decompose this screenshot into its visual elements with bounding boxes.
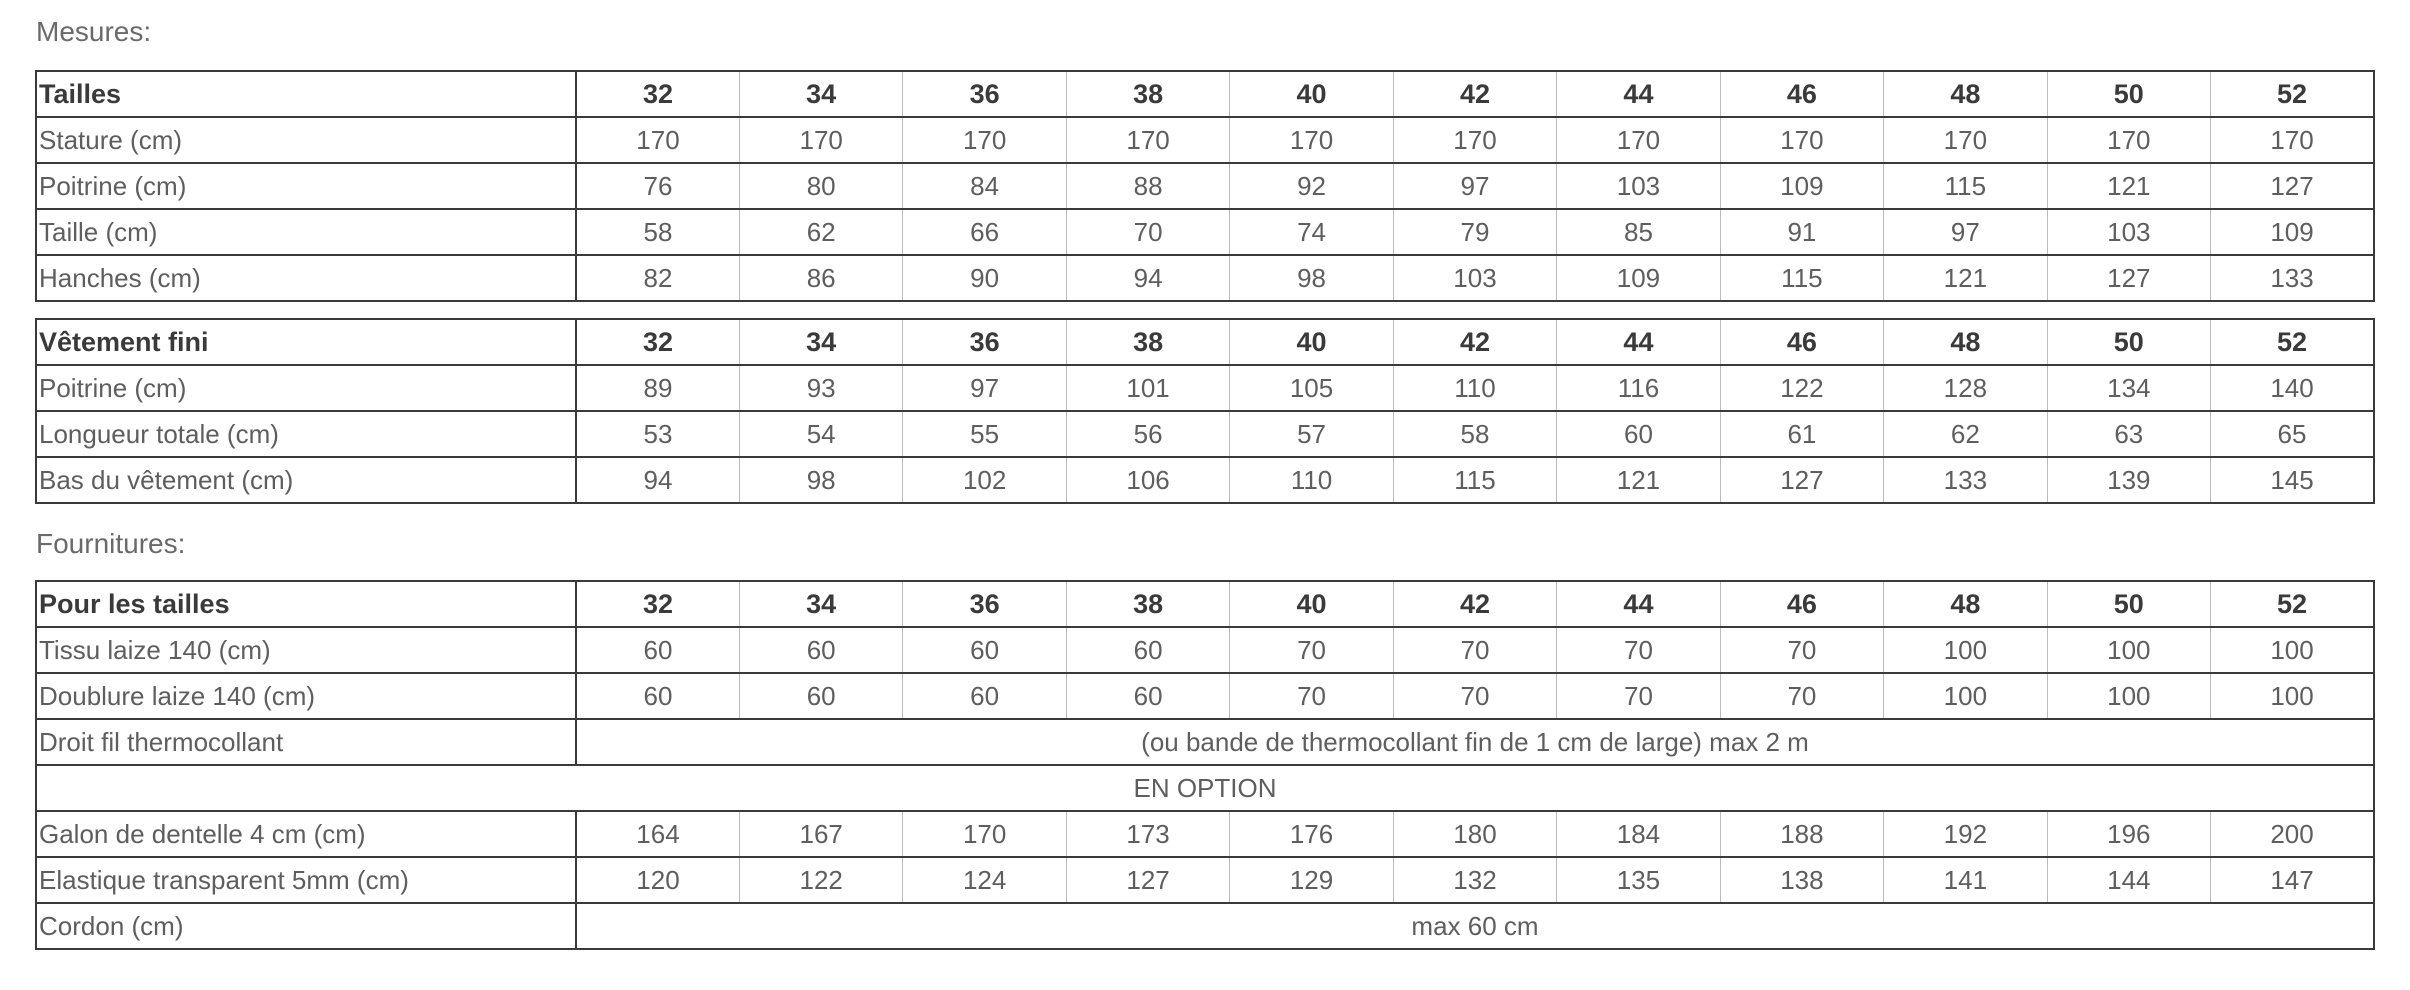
value-cell: 60 — [903, 627, 1066, 673]
value-cell: 106 — [1066, 457, 1229, 503]
value-cell: 139 — [2047, 457, 2210, 503]
value-cell: 61 — [1720, 411, 1883, 457]
value-cell: 55 — [903, 411, 1066, 457]
size-header-cell: 36 — [903, 71, 1066, 117]
value-cell: 60 — [739, 673, 902, 719]
size-header-cell: 44 — [1557, 581, 1720, 627]
value-cell: 116 — [1557, 365, 1720, 411]
value-cell: 121 — [2047, 163, 2210, 209]
size-header-cell: 48 — [1884, 71, 2047, 117]
value-cell: 70 — [1230, 673, 1393, 719]
table-row — [36, 811, 2374, 857]
value-cell: 58 — [576, 209, 739, 255]
value-cell: 133 — [2211, 255, 2374, 301]
size-header-cell: 40 — [1230, 319, 1393, 365]
spanned-value-cell: max 60 cm — [576, 903, 2374, 949]
size-header-cell: 38 — [1066, 71, 1229, 117]
value-cell: 170 — [2211, 117, 2374, 163]
value-cell: 129 — [1230, 857, 1393, 903]
value-cell: 100 — [1884, 627, 2047, 673]
value-cell: 133 — [1884, 457, 2047, 503]
value-cell: 60 — [1066, 627, 1229, 673]
size-header-cell: 32 — [576, 581, 739, 627]
table-row — [36, 209, 2374, 255]
value-cell: 60 — [576, 673, 739, 719]
row-label-cell: Longueur totale (cm) — [36, 411, 576, 457]
row-label-cell: Cordon (cm) — [36, 903, 576, 949]
size-header-cell: 38 — [1066, 581, 1229, 627]
value-cell: 170 — [1393, 117, 1556, 163]
value-cell: 84 — [903, 163, 1066, 209]
size-header-cell: 42 — [1393, 71, 1556, 117]
size-header-cell: 34 — [739, 71, 902, 117]
value-cell: 170 — [1557, 117, 1720, 163]
value-cell: 70 — [1557, 627, 1720, 673]
value-cell: 173 — [1066, 811, 1229, 857]
value-cell: 121 — [1884, 255, 2047, 301]
value-cell: 138 — [1720, 857, 1883, 903]
value-cell: 70 — [1557, 673, 1720, 719]
value-cell: 170 — [903, 117, 1066, 163]
value-cell: 60 — [1066, 673, 1229, 719]
value-cell: 140 — [2211, 365, 2374, 411]
value-cell: 94 — [576, 457, 739, 503]
header-label-cell: Pour les tailles — [36, 581, 576, 627]
value-cell: 58 — [1393, 411, 1556, 457]
value-cell: 170 — [903, 811, 1066, 857]
value-cell: 170 — [1720, 117, 1883, 163]
value-cell: 170 — [1884, 117, 2047, 163]
row-label-cell: Doublure laize 140 (cm) — [36, 673, 576, 719]
value-cell: 127 — [2047, 255, 2210, 301]
value-cell: 132 — [1393, 857, 1556, 903]
value-cell: 100 — [1884, 673, 2047, 719]
value-cell: 70 — [1393, 627, 1556, 673]
size-header-cell: 36 — [903, 581, 1066, 627]
value-cell: 53 — [576, 411, 739, 457]
value-cell: 80 — [739, 163, 902, 209]
table-row — [36, 903, 2374, 949]
header-label-cell: Tailles — [36, 71, 576, 117]
value-cell: 97 — [903, 365, 1066, 411]
value-cell: 102 — [903, 457, 1066, 503]
value-cell: 85 — [1557, 209, 1720, 255]
fournitures-table — [35, 580, 2375, 950]
table-row — [36, 411, 2374, 457]
size-header-cell: 36 — [903, 319, 1066, 365]
row-label-cell: Bas du vêtement (cm) — [36, 457, 576, 503]
value-cell: 170 — [739, 117, 902, 163]
row-label-cell: Droit fil thermocollant — [36, 719, 576, 765]
size-header-cell: 42 — [1393, 319, 1556, 365]
value-cell: 122 — [739, 857, 902, 903]
value-cell: 180 — [1393, 811, 1556, 857]
header-row — [36, 581, 2374, 627]
size-header-cell: 34 — [739, 581, 902, 627]
value-cell: 176 — [1230, 811, 1393, 857]
value-cell: 167 — [739, 811, 902, 857]
mesures-table — [35, 70, 2375, 302]
table-row — [36, 765, 2374, 811]
value-cell: 98 — [739, 457, 902, 503]
value-cell: 127 — [1066, 857, 1229, 903]
value-cell: 56 — [1066, 411, 1229, 457]
table-row — [36, 255, 2374, 301]
value-cell: 122 — [1720, 365, 1883, 411]
size-header-cell: 48 — [1884, 319, 2047, 365]
size-header-cell: 50 — [2047, 71, 2210, 117]
row-label-cell: Poitrine (cm) — [36, 163, 576, 209]
value-cell: 93 — [739, 365, 902, 411]
value-cell: 62 — [739, 209, 902, 255]
value-cell: 79 — [1393, 209, 1556, 255]
value-cell: 141 — [1884, 857, 2047, 903]
value-cell: 164 — [576, 811, 739, 857]
value-cell: 120 — [576, 857, 739, 903]
value-cell: 97 — [1393, 163, 1556, 209]
value-cell: 90 — [903, 255, 1066, 301]
row-label-cell: Poitrine (cm) — [36, 365, 576, 411]
value-cell: 65 — [2211, 411, 2374, 457]
table-row — [36, 163, 2374, 209]
value-cell: 101 — [1066, 365, 1229, 411]
value-cell: 170 — [576, 117, 739, 163]
value-cell: 100 — [2047, 673, 2210, 719]
value-cell: 60 — [739, 627, 902, 673]
size-header-cell: 52 — [2211, 581, 2374, 627]
value-cell: 147 — [2211, 857, 2374, 903]
value-cell: 91 — [1720, 209, 1883, 255]
section-title-mesures: Mesures: — [36, 16, 152, 47]
vetement-fini-table — [35, 318, 2375, 504]
value-cell: 109 — [1557, 255, 1720, 301]
value-cell: 76 — [576, 163, 739, 209]
value-cell: 170 — [1066, 117, 1229, 163]
table-row — [36, 627, 2374, 673]
value-cell: 60 — [576, 627, 739, 673]
size-header-cell: 50 — [2047, 581, 2210, 627]
row-label-cell: Galon de dentelle 4 cm (cm) — [36, 811, 576, 857]
value-cell: 127 — [1720, 457, 1883, 503]
row-label-cell: Elastique transparent 5mm (cm) — [36, 857, 576, 903]
size-header-cell: 52 — [2211, 319, 2374, 365]
size-header-cell: 42 — [1393, 581, 1556, 627]
value-cell: 103 — [2047, 209, 2210, 255]
value-cell: 124 — [903, 857, 1066, 903]
value-cell: 100 — [2047, 627, 2210, 673]
value-cell: 66 — [903, 209, 1066, 255]
value-cell: 103 — [1557, 163, 1720, 209]
value-cell: 74 — [1230, 209, 1393, 255]
value-cell: 82 — [576, 255, 739, 301]
value-cell: 70 — [1720, 627, 1883, 673]
value-cell: 70 — [1230, 627, 1393, 673]
row-label-cell: Tissu laize 140 (cm) — [36, 627, 576, 673]
value-cell: 170 — [2047, 117, 2210, 163]
size-header-cell: 52 — [2211, 71, 2374, 117]
size-header-cell: 40 — [1230, 581, 1393, 627]
value-cell: 97 — [1884, 209, 2047, 255]
value-cell: 200 — [2211, 811, 2374, 857]
value-cell: 103 — [1393, 255, 1556, 301]
size-header-cell: 40 — [1230, 71, 1393, 117]
value-cell: 192 — [1884, 811, 2047, 857]
row-label-cell: Taille (cm) — [36, 209, 576, 255]
value-cell: 92 — [1230, 163, 1393, 209]
row-label-cell: Stature (cm) — [36, 117, 576, 163]
value-cell: 170 — [1230, 117, 1393, 163]
size-header-cell: 46 — [1720, 71, 1883, 117]
table-row — [36, 457, 2374, 503]
size-header-cell: 48 — [1884, 581, 2047, 627]
value-cell: 134 — [2047, 365, 2210, 411]
value-cell: 86 — [739, 255, 902, 301]
header-row — [36, 319, 2374, 365]
value-cell: 100 — [2211, 627, 2374, 673]
value-cell: 115 — [1884, 163, 2047, 209]
value-cell: 184 — [1557, 811, 1720, 857]
value-cell: 60 — [903, 673, 1066, 719]
value-cell: 100 — [2211, 673, 2374, 719]
value-cell: 62 — [1884, 411, 2047, 457]
value-cell: 63 — [2047, 411, 2210, 457]
table-row — [36, 719, 2374, 765]
size-header-cell: 46 — [1720, 581, 1883, 627]
value-cell: 109 — [2211, 209, 2374, 255]
value-cell: 54 — [739, 411, 902, 457]
table-row — [36, 365, 2374, 411]
header-row — [36, 71, 2374, 117]
value-cell: 89 — [576, 365, 739, 411]
size-header-cell: 44 — [1557, 319, 1720, 365]
size-header-cell: 34 — [739, 319, 902, 365]
section-title-fournitures: Fournitures: — [36, 528, 186, 559]
value-cell: 88 — [1066, 163, 1229, 209]
value-cell: 188 — [1720, 811, 1883, 857]
table-row — [36, 673, 2374, 719]
size-header-cell: 32 — [576, 319, 739, 365]
value-cell: 94 — [1066, 255, 1229, 301]
size-header-cell: 50 — [2047, 319, 2210, 365]
value-cell: 145 — [2211, 457, 2374, 503]
spanned-value-cell: (ou bande de thermocollant fin de 1 cm de large) max 2 m — [576, 719, 2374, 765]
size-header-cell: 46 — [1720, 319, 1883, 365]
size-header-cell: 32 — [576, 71, 739, 117]
value-cell: 144 — [2047, 857, 2210, 903]
value-cell: 115 — [1393, 457, 1556, 503]
value-cell: 135 — [1557, 857, 1720, 903]
value-cell: 110 — [1230, 457, 1393, 503]
value-cell: 128 — [1884, 365, 2047, 411]
value-cell: 60 — [1557, 411, 1720, 457]
table-row — [36, 117, 2374, 163]
value-cell: 196 — [2047, 811, 2210, 857]
value-cell: 105 — [1230, 365, 1393, 411]
value-cell: 70 — [1066, 209, 1229, 255]
header-label-cell: Vêtement fini — [36, 319, 576, 365]
value-cell: 127 — [2211, 163, 2374, 209]
value-cell: 115 — [1720, 255, 1883, 301]
value-cell: 57 — [1230, 411, 1393, 457]
option-separator-cell: EN OPTION — [36, 765, 2374, 811]
row-label-cell: Hanches (cm) — [36, 255, 576, 301]
value-cell: 98 — [1230, 255, 1393, 301]
value-cell: 121 — [1557, 457, 1720, 503]
value-cell: 70 — [1393, 673, 1556, 719]
table-row — [36, 857, 2374, 903]
value-cell: 110 — [1393, 365, 1556, 411]
size-header-cell: 38 — [1066, 319, 1229, 365]
value-cell: 70 — [1720, 673, 1883, 719]
value-cell: 109 — [1720, 163, 1883, 209]
size-header-cell: 44 — [1557, 71, 1720, 117]
